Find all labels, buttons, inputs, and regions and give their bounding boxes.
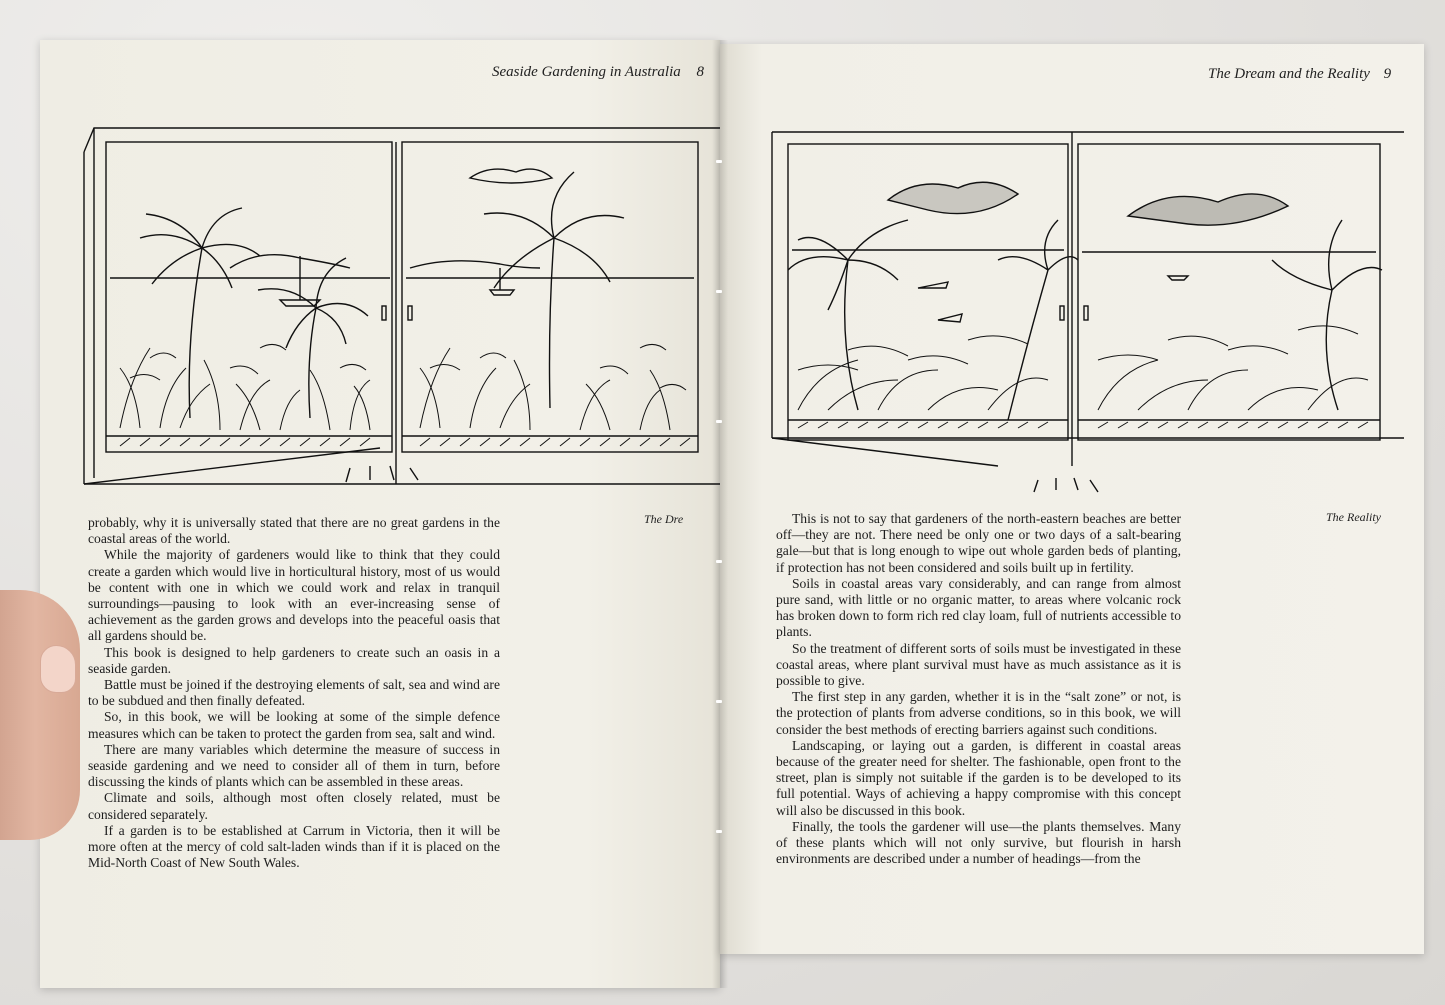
binding-staple — [716, 160, 722, 163]
left-page — [40, 40, 720, 988]
thumbnail — [40, 645, 76, 693]
left-page-number: 8 — [696, 64, 704, 80]
right-paragraph: So the treatment of different sorts of soils must be investigated in these coastal areas, where plant survival must have as much assistance as it is possible to give. — [776, 640, 1181, 689]
binding-staple — [716, 560, 722, 563]
right-paragraph: This is not to say that gardeners of the north-eastern beaches are better off—they are not. There need be only one or two days of a salt-bearing gale—but that is long enough to wipe out whole garden beds of planting, if protection has not been considered and soils built up in fertility. — [776, 511, 1181, 575]
left-body-text — [88, 515, 500, 871]
left-paragraph: probably, why it is universally stated that there are no great gardens in the coastal areas of the world. — [88, 515, 500, 547]
left-paragraph: Climate and soils, although most often closely related, must be considered separately. — [88, 790, 500, 822]
binding-staple — [716, 700, 722, 703]
right-running-head — [1208, 66, 1391, 83]
left-running-head — [492, 64, 704, 81]
right-running-head-title: The Dream and the Reality — [1208, 66, 1370, 82]
right-paragraph: Soils in coastal areas vary considerably, and can range from almost pure sand, with little or no organic matter, to areas where volcanic rock has broken down to form rich red clay loam, full of nutrients accessible to plants. — [776, 575, 1181, 640]
binding-staple — [716, 290, 722, 293]
right-paragraph: Finally, the tools the gardener will use—the plants themselves. Many of these plants which will not only survive, but flourish in harsh environments are described under a number of headings—from the — [776, 818, 1181, 867]
binding-staple — [716, 830, 722, 833]
garden-window-reality-illustration — [768, 120, 1408, 510]
right-page-number: 9 — [1383, 66, 1392, 82]
left-paragraph: This book is designed to help gardeners to create such an oasis in a seaside garden. — [88, 644, 500, 676]
left-paragraph: While the majority of gardeners would like to think that they could create a garden which would live in horticultural history, most of us would be content with one in which we could work and relax in tranquil surroundings—pausing to look with an ever-increasing sense of achievement as the garden grows and develops into the peaceful oasis that all gardens should be. — [88, 547, 500, 644]
holding-thumb — [0, 590, 80, 840]
right-paragraph: The first step in any garden, whether it is in the “salt zone” or not, is the protection of plants from adverse conditions, so in this book, we will consider the best methods of erecting barriers against such conditions. — [776, 689, 1181, 737]
binding-staple — [716, 420, 722, 423]
left-paragraph: There are many variables which determine the measure of success in seaside gardening and we need to consider all of them in turn, before discussing the kinds of plants which can be assembled in these areas. — [88, 741, 500, 790]
left-running-head-title: Seaside Gardening in Australia — [492, 64, 681, 80]
right-page — [720, 44, 1424, 954]
book-gutter — [712, 40, 728, 988]
left-paragraph: So, in this book, we will be looking at some of the simple defence measures which can be taken to protect the garden from sea, salt and wind. — [88, 709, 500, 741]
right-caption: The Reality — [1326, 510, 1381, 524]
garden-window-dream-illustration — [80, 118, 720, 498]
left-caption: The Dre — [644, 512, 684, 526]
left-paragraph: If a garden is to be established at Carrum in Victoria, then it will be more often at the mercy of cold salt-laden winds than if it is placed on the Mid-North Coast of New South Wales. — [88, 822, 500, 871]
right-paragraph: Landscaping, or laying out a garden, is different in coastal areas because of the greater need for shelter. The fashionable, open front to the street, plan is simply not suitable if the garden is to be developed to its full potential. Ways of achieving a happy compromise with this concept will also be discussed in this book. — [776, 737, 1181, 818]
right-body-text — [776, 511, 1181, 867]
left-paragraph: Battle must be joined if the destroying elements of salt, sea and wind are to be subdued and then finally defeated. — [88, 677, 500, 709]
